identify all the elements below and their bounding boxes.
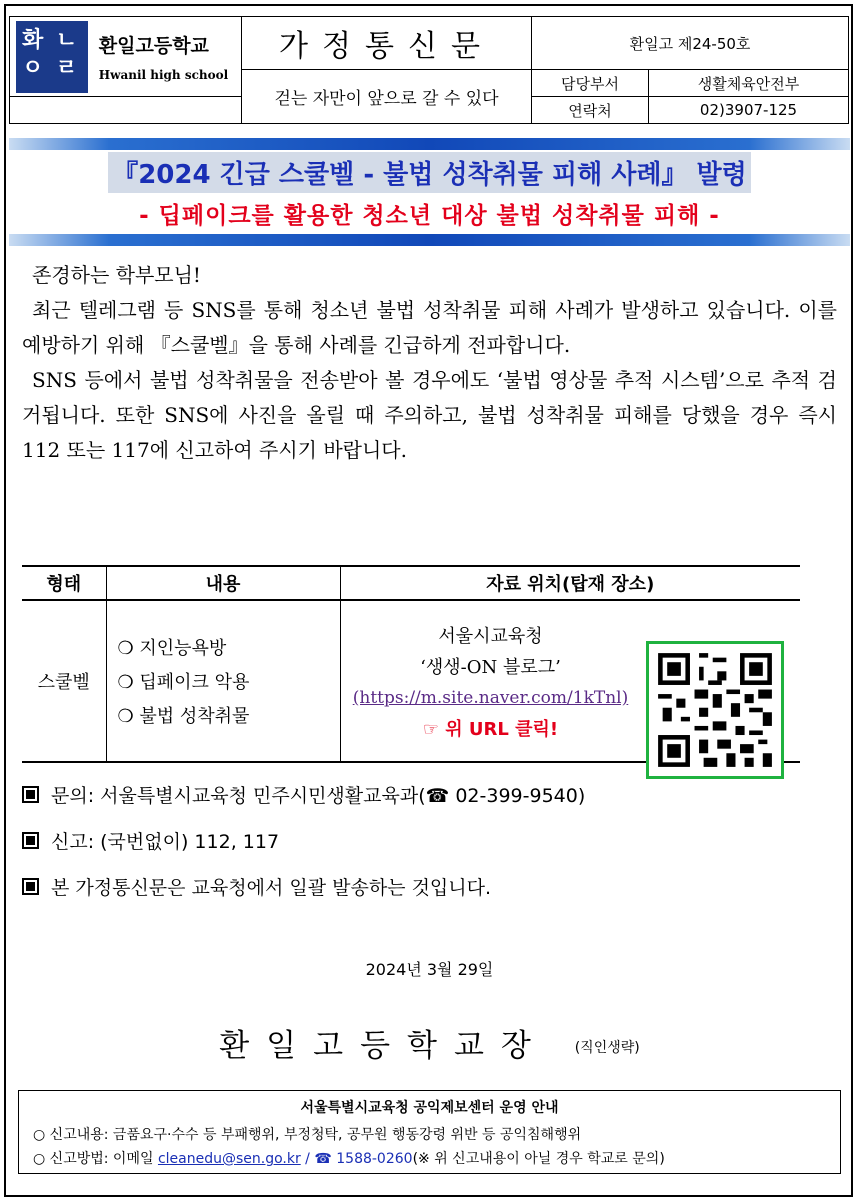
list-item: 신고: (국번없이) 112, 117 bbox=[22, 826, 822, 872]
click-hint: ☞ 위 URL 클릭! bbox=[422, 719, 559, 740]
list-item: 본 가정통신문은 교육청에서 일괄 발송하는 것입니다. bbox=[22, 872, 822, 918]
col-location-header: 자료 위치(탑재 장소) bbox=[340, 566, 800, 600]
headline-title: 『2024 긴급 스쿨벨 - 불법 성착취물 피해 사례』 발령 bbox=[108, 152, 751, 193]
contact-label: 연락처 bbox=[532, 97, 649, 124]
bottom-blue-bar bbox=[9, 234, 850, 246]
location-org: 서울시교육청 bbox=[438, 626, 543, 647]
qr-code-icon[interactable] bbox=[646, 641, 784, 779]
headline-subtitle: - 딥페이크를 활용한 청소년 대상 불법 성착취물 피해 - bbox=[139, 203, 720, 229]
principal-signature: 환일고등학교장 (직인생략) bbox=[219, 1028, 640, 1064]
square-bullet-icon bbox=[22, 878, 39, 895]
type-cell: 스쿨벨 bbox=[22, 600, 106, 762]
list-item: ❍ 불법 성착취물 bbox=[117, 706, 250, 727]
paragraph-2: SNS 등에서 불법 성착취물을 전송받아 볼 경우에도 ‘불법 영상물 추적 시스템’으로 추적 검거됩니다. 또한 SNS에 사진을 올릴 때 주의하고, 불법 성착취물 피해를 당했을 경우 즉시 112 또는 117에 신고하여 주시기 바랍니다. bbox=[22, 368, 837, 462]
doc-number: 환일고 제24-50호 bbox=[532, 17, 849, 70]
square-bullet-icon bbox=[22, 786, 39, 803]
footer-title: 서울특별시교육청 공익제보센터 운영 안내 bbox=[300, 1100, 559, 1116]
school-name-ko: 환일고등학교 bbox=[98, 35, 209, 57]
footer-box bbox=[18, 1090, 841, 1174]
school-logo-cell bbox=[10, 17, 242, 97]
school-name-en: Hwanil high school bbox=[98, 68, 229, 82]
dept-label: 담당부서 bbox=[532, 70, 649, 97]
school-logo: 화 ㄴ ㅇ ㄹ bbox=[16, 21, 88, 93]
list-item: ❍ 지인능욕방 bbox=[117, 638, 227, 659]
square-bullet-icon bbox=[22, 832, 39, 849]
body-text bbox=[22, 258, 837, 468]
info-table bbox=[22, 565, 800, 763]
location-blog: ‘생생-ON 블로그’ bbox=[420, 657, 561, 678]
location-cell bbox=[340, 600, 800, 762]
col-type-header: 형태 bbox=[22, 566, 106, 600]
issue-date: 2024년 3월 29일 bbox=[365, 960, 494, 979]
items-cell bbox=[106, 600, 340, 762]
headline bbox=[9, 152, 850, 230]
list-item: 문의: 서울특별시교육청 민주시민생활교육과(☎ 02-399-9540) bbox=[22, 780, 822, 826]
col-content-header: 내용 bbox=[106, 566, 340, 600]
logo-spacer bbox=[10, 97, 242, 124]
table-row bbox=[22, 600, 800, 762]
greeting: 존경하는 학부모님! bbox=[32, 263, 201, 287]
dept-value: 생활체육안전부 bbox=[649, 70, 849, 97]
paragraph-1: 최근 텔레그램 등 SNS를 통해 청소년 불법 성착취물 피해 사례가 발생하고 있습니다. 이를 예방하기 위해 『스쿨벨』을 통해 사례를 긴급하게 전파합니다. bbox=[22, 298, 837, 357]
footer-line-1: ○ 신고내용: 금품요구·수수 등 부패행위, 부정청탁, 공무원 행동강령 위반 등 공익침해행위 bbox=[33, 1127, 582, 1143]
school-motto: 걷는 자만이 앞으로 갈 수 있다 bbox=[242, 70, 532, 124]
list-item: ❍ 딥페이크 악용 bbox=[117, 672, 250, 693]
phone-number: ☎ 1588-0260 bbox=[314, 1151, 413, 1167]
footer-line-2: ○ 신고방법: 이메일 cleanedu@sen.go.kr / ☎ 1588-0260(※ 위 신고내용이 아닐 경우 학교로 문의) bbox=[33, 1151, 665, 1167]
email-link[interactable]: cleanedu@sen.go.kr bbox=[157, 1151, 301, 1167]
newsletter-title: 가정통신문 bbox=[242, 17, 532, 70]
notes-list bbox=[22, 780, 822, 918]
contact-value: 02)3907-125 bbox=[649, 97, 849, 124]
location-url-link[interactable]: (https://m.site.naver.com/1kTnl) bbox=[352, 688, 629, 708]
header-table bbox=[9, 16, 849, 124]
seal-omitted: (직인생략) bbox=[574, 1040, 640, 1056]
top-blue-bar bbox=[9, 138, 850, 150]
